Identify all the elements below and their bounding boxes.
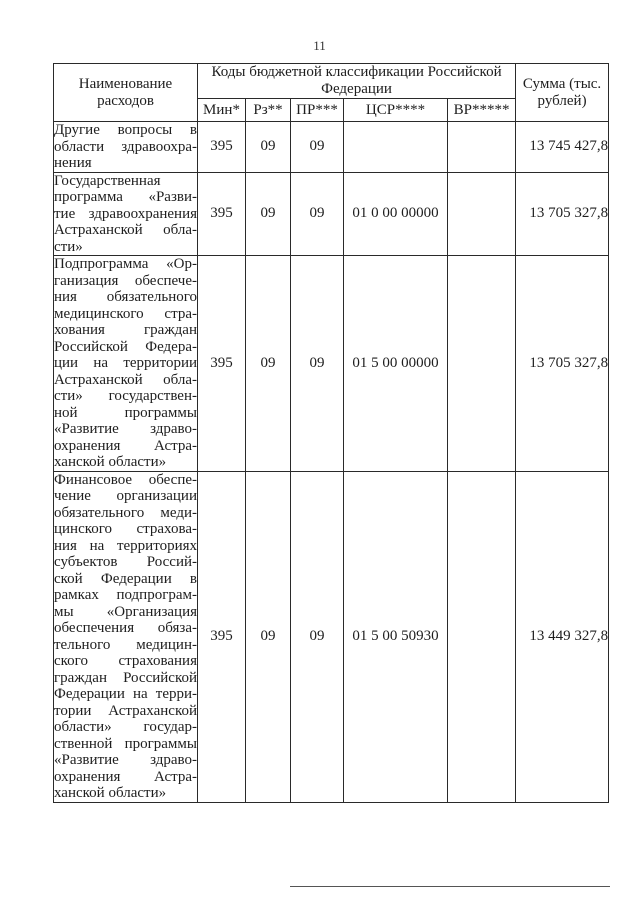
row-sum: 13 705 327,8 [516, 256, 609, 472]
row-vr [448, 172, 516, 256]
row-name-line: ния на территориях [54, 537, 197, 554]
row-csr: 01 0 00 00000 [344, 172, 448, 256]
row-name-line: Финансовое обеспе- [54, 471, 197, 488]
row-rz: 09 [246, 172, 291, 256]
row-name-line: Астраханской обла- [54, 371, 197, 388]
row-vr [448, 471, 516, 802]
row-name-line: ской Федерации в [54, 570, 197, 587]
row-name-line: сти» [54, 238, 83, 255]
row-name-line: нения [54, 155, 92, 171]
row-sum: 13 705 327,8 [516, 172, 609, 256]
row-rz: 09 [246, 122, 291, 173]
row-name [54, 172, 198, 256]
row-name-line: ственной программы [54, 735, 197, 752]
row-name-line: тории Астраханской [54, 702, 197, 719]
row-name-line: ганизация обеспече- [54, 272, 197, 289]
row-name-line: тие здравоохранения [54, 205, 197, 222]
header-vr: ВР***** [448, 99, 516, 122]
row-name-line: Подпрограмма «Ор- [54, 256, 197, 272]
header-min: Мин* [198, 99, 246, 122]
row-name-line: области здравоохра- [54, 138, 197, 155]
row-name-line: «Развитие здраво- [54, 421, 197, 437]
row-csr [344, 122, 448, 173]
row-name-line: ной программы [54, 404, 197, 421]
header-sum-column: Сумма (тыс. рублей) [516, 64, 609, 122]
row-name-line: цинского страхова- [54, 521, 197, 537]
row-name [54, 256, 198, 472]
row-name-line: обязательного меди- [54, 504, 197, 521]
row-name-line: рамках подпрограм- [54, 587, 197, 603]
row-pr: 09 [291, 256, 344, 472]
table-row [54, 256, 609, 472]
row-pr: 09 [291, 172, 344, 256]
header-rz: Рз** [246, 99, 291, 122]
row-csr: 01 5 00 00000 [344, 256, 448, 472]
row-sum: 13 745 427,8 [516, 122, 609, 173]
row-name-line: тельного медицин- [54, 636, 197, 653]
table-row [54, 471, 609, 802]
row-pr: 09 [291, 122, 344, 173]
row-csr: 01 5 00 50930 [344, 471, 448, 802]
row-name-line: «Развитие здраво- [54, 752, 197, 768]
row-name-line: ханской области» [54, 785, 167, 801]
row-name-line: хования граждан [54, 322, 197, 338]
row-name-line: сти» государствен- [54, 388, 197, 404]
row-vr [448, 256, 516, 472]
row-name-line: программа «Разви- [54, 189, 197, 205]
row-name-line: чение организации [54, 488, 197, 504]
row-name-line: Астраханской обла- [54, 222, 197, 238]
header-codes-group: Коды бюджетной классификации Российской Федерации [198, 64, 516, 99]
row-name-line: медицинского стра- [54, 305, 197, 322]
row-sum: 13 449 327,8 [516, 471, 609, 802]
row-rz: 09 [246, 256, 291, 472]
page-number: 11 [313, 38, 326, 53]
row-name-line: ханской области» [54, 454, 167, 470]
row-pr: 09 [291, 471, 344, 802]
row-name-line: Федерации на терри- [54, 686, 197, 702]
row-rz: 09 [246, 471, 291, 802]
row-name-line: мы «Организация [54, 603, 197, 620]
row-name-line: ния обязательного [54, 289, 197, 305]
row-name [54, 471, 198, 802]
row-min: 395 [198, 256, 246, 472]
row-min: 395 [198, 471, 246, 802]
row-name-line: субъектов Россий- [54, 554, 197, 570]
bottom-rule [290, 886, 610, 887]
row-name-line: охранения Астра- [54, 768, 197, 785]
table-row [54, 172, 609, 256]
row-name-line: охранения Астра- [54, 437, 197, 454]
header-csr: ЦСР**** [344, 99, 448, 122]
row-name-line: ции на территории [54, 355, 197, 371]
row-name-line: граждан Российской [54, 669, 197, 686]
row-name-line: Государственная [54, 172, 161, 189]
row-name [54, 122, 198, 173]
row-name-line: области» государ- [54, 719, 197, 735]
budget-table [53, 63, 609, 803]
row-min: 395 [198, 172, 246, 256]
header-pr: ПР*** [291, 99, 344, 122]
header-name-column: Наименование расходов [54, 64, 198, 122]
row-min: 395 [198, 122, 246, 173]
row-name-line: Другие вопросы в [54, 122, 197, 138]
row-name-line: ского страхования [54, 653, 197, 669]
row-name-line: Российской Федера- [54, 338, 197, 355]
row-vr [448, 122, 516, 173]
row-name-line: обеспечения обяза- [54, 620, 197, 636]
table-row [54, 122, 609, 173]
